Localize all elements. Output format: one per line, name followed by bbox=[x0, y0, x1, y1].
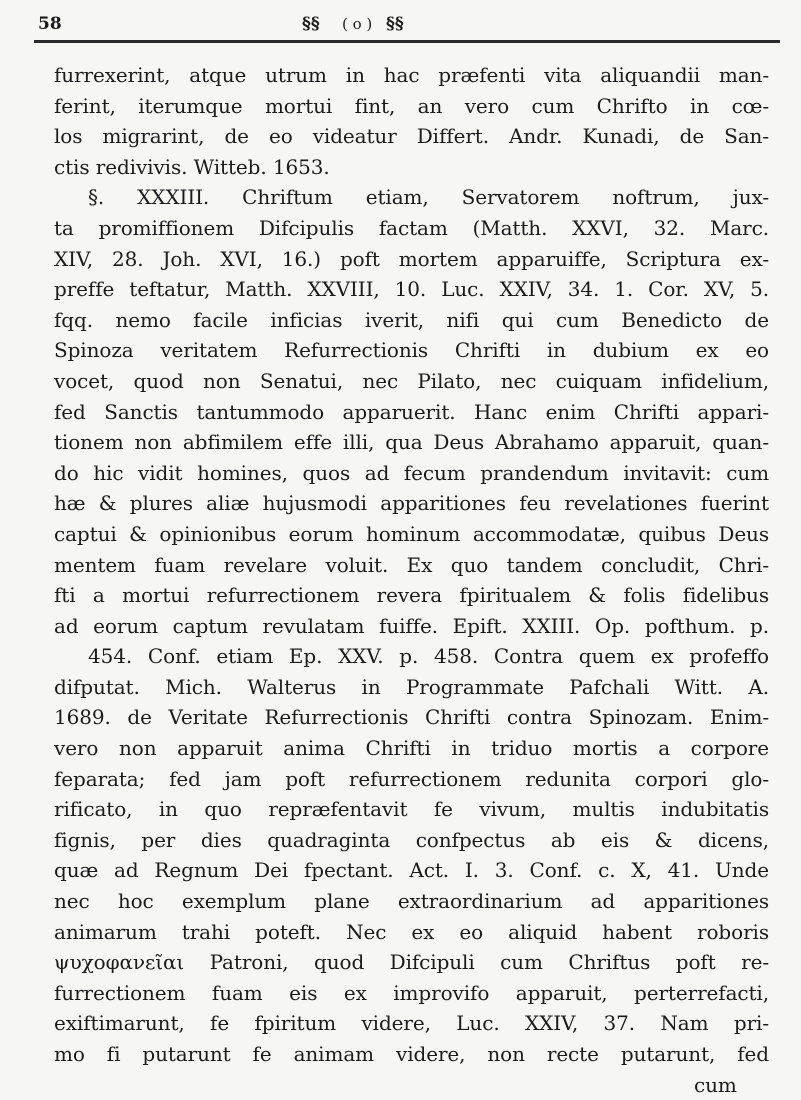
text-line: furrexerint, atque utrum in hac præfenti vita aliquandii man- bbox=[54, 63, 769, 87]
header-ornament-left: §§ bbox=[302, 14, 320, 34]
text-line: ψυχοφανεῖαι Patroni, quod Difcipuli cum Chriftus poft re- bbox=[54, 950, 769, 975]
text-line: captui & opinionibus eorum hominum accommodatæ, quibus Deus bbox=[54, 521, 769, 546]
header-ornament-right: §§ bbox=[386, 14, 404, 34]
page-number: 58 bbox=[38, 14, 62, 34]
section-heading-line: §. XXXIII. Chriftum etiam, Servatorem noftrum, jux- bbox=[88, 185, 769, 210]
text-line: feparata; fed jam poft refurrectionem redunita corpori glo- bbox=[54, 766, 769, 791]
text-line: fignis, per dies quadraginta confpectus ab eis & dicens, bbox=[54, 827, 769, 852]
text-line: vero non apparuit anima Chrifti in triduo mortis a corpore bbox=[54, 736, 769, 761]
text-line: preffe teftatur, Matth. XXVIII, 10. Luc. XXIV, 34. 1. Cor. XV, 5. bbox=[54, 277, 769, 302]
text-line: nec hoc exemplum plane extraordinarium ad apparitiones bbox=[54, 889, 769, 914]
text-line: 454. Conf. etiam Ep. XXV. p. 458. Contra quem ex profeffo bbox=[88, 644, 769, 669]
text-line: rificato, in quo repræfentavit fe vivum, multis indubitatis bbox=[54, 797, 769, 822]
text-line: vocet, quod non Senatui, nec Pilato, nec cuiquam infidelium, bbox=[54, 368, 769, 393]
text-line: fed Sanctis tantummodo apparuerit. Hanc enim Chrifti appari- bbox=[54, 399, 769, 424]
header-marker: ( o ) bbox=[342, 15, 373, 33]
text-line: Spinoza veritatem Refurrectionis Chrifti in dubium ex eo bbox=[54, 338, 769, 363]
text-line: ta promiffionem Difcipulis factam (Matth. XXVI, 32. Marc. bbox=[54, 215, 769, 240]
text-line: los migrarint, de eo videatur Differt. Andr. Kunadi, de San- bbox=[54, 124, 769, 149]
body-text bbox=[54, 60, 769, 1100]
text-line: ad eorum captum revulatam fuiffe. Epift. XXIII. Op. pofthum. p. bbox=[54, 613, 769, 638]
text-line: do hic vidit homines, quos ad fecum prandendum invitavit: cum bbox=[54, 460, 769, 485]
text-line: hæ & plures aliæ hujusmodi apparitiones feu revelationes fuerint bbox=[54, 491, 769, 516]
text-line: animarum trahi poteft. Nec ex eo aliquid habent roboris bbox=[54, 919, 769, 944]
text-line: ctis redivivis. Witteb. 1653. bbox=[54, 154, 330, 179]
catchword: cum bbox=[694, 1072, 737, 1097]
text-line: mentem fuam revelare voluit. Ex quo tandem concludit, Chri- bbox=[54, 552, 769, 577]
text-line: XIV, 28. Joh. XVI, 16.) poft mortem apparuiffe, Scriptura ex- bbox=[54, 246, 769, 271]
text-line: quæ ad Regnum Dei fpectant. Act. I. 3. Conf. c. X, 41. Unde bbox=[54, 858, 769, 883]
text-line: exiftimarunt, fe fpiritum videre, Luc. XXIV, 37. Nam pri- bbox=[54, 1011, 769, 1036]
text-line: mo fi putarunt fe animam videre, non recte putarunt, fed bbox=[54, 1042, 769, 1066]
header-rule bbox=[34, 40, 780, 43]
text-line: fqq. nemo facile inficias iverit, nifi qui cum Benedicto de bbox=[54, 307, 769, 332]
page-header bbox=[34, 6, 780, 46]
text-line: furrectionem fuam eis ex improvifo apparuit, perterrefacti, bbox=[54, 980, 769, 1005]
text-line: 1689. de Veritate Refurrectionis Chrifti contra Spinozam. Enim- bbox=[54, 705, 769, 730]
text-line: difputat. Mich. Walterus in Programmate Pafchali Witt. A. bbox=[54, 674, 769, 699]
text-line: fti a mortui refurrectionem revera fpiritualem & folis fidelibus bbox=[54, 583, 769, 608]
text-line: tionem non abfimilem effe illi, qua Deus Abrahamo apparuit, quan- bbox=[54, 430, 769, 455]
text-line: ferint, iterumque mortui fint, an vero cum Chrifto in cœ- bbox=[54, 93, 769, 118]
